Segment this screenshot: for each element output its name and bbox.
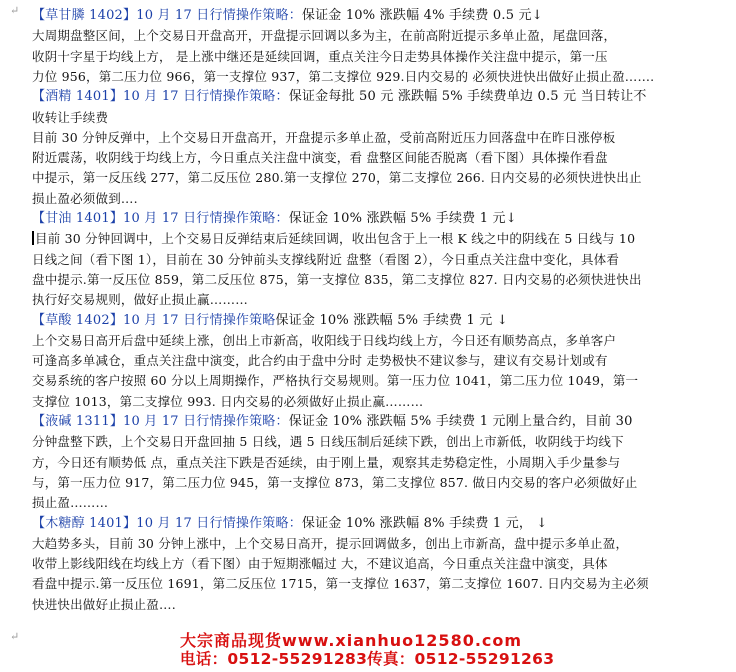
footer-watermark: [180, 631, 600, 669]
contract-name: 【甘油 1401】: [32, 211, 124, 226]
body-line: [32, 147, 608, 168]
contract-name: 【草酸 1402】: [32, 312, 124, 328]
paragraph-mark-icon: ↵: [10, 630, 20, 643]
text-cursor-icon: [32, 231, 34, 245]
body-text: 收转让手续费: [32, 109, 109, 125]
strategy-title: 10 月 17 日行情操作策略：: [136, 515, 302, 531]
contract-name: 【木糖醇 1401】: [32, 515, 137, 531]
body-text: 中提示，第一反压线 277，第二反压位 280.第一支撑位 270，第二支撑位 266. 日内交易的必须快进快出止: [32, 170, 642, 186]
body-line: [32, 188, 138, 209]
body-text: 大趋势多头，目前 30 分钟上涨中，上个交易日高开，提示回调做多，创出上市新高，盘中提示多单止盈，: [32, 535, 629, 551]
body-text: 上个交易日高开后盘中延续上涨，创出上市新高，收阳线于日线均线上方，今日还有顺势高点，多单客户: [32, 332, 617, 348]
body-line: [32, 472, 637, 493]
body-line: [32, 594, 176, 615]
body-text: 收带上影线阳线在均线上方（看下图）由于短期涨幅过 大，不建议追高，今日重点关注盘中演变，具体: [32, 556, 608, 572]
section-heading: [32, 5, 543, 26]
body-text: 盘中提示.第一反压位 859，第二反压位 875，第一支撑位 835，第二支撑位 827. 日内交易的必须快进快出: [32, 271, 642, 287]
body-text: 执行好交易规则，做好止损止赢………: [32, 292, 248, 308]
body-line: [32, 249, 619, 270]
body-text: 支撑位 1013，第二支撑位 993. 日内交易的必须做好止损止赢………: [32, 393, 424, 409]
strategy-title: 10 月 17 日行情操作策略: [123, 312, 276, 328]
footer-line-phone: 电话：0512-55291283传真：0512-55291263: [180, 650, 555, 668]
body-line: [32, 127, 615, 148]
strategy-title: 10 月 17 日行情操作策略：: [123, 89, 289, 105]
body-text: 附近震荡，收阴线于均线上方，今日重点关注盘中演变，看 盘整区间能否脱离（看下图）具体操作看盘: [32, 150, 608, 166]
body-line: [32, 269, 642, 290]
strategy-title: 10 月 17 日行情操作策略：: [123, 414, 289, 429]
body-text: 方，今日还有顺势低 点，重点关注下跌是否延续，由于刚上量，观察其走势稳定性，小周期入手少量参与: [32, 454, 621, 470]
body-text: 损止盈………: [32, 495, 109, 511]
body-line: [32, 107, 108, 128]
contract-terms: 保证金每批 50 元 涨跌幅 5% 手续费单边 0.5 元 当日转让不: [288, 89, 647, 105]
body-text: 目前 30 分钟反弹中，上个交易日开盘高开，开盘提示多单止盈，受前高附近压力回落盘中在昨日涨停板: [32, 129, 616, 145]
section-heading: [32, 411, 633, 432]
body-line: [32, 553, 608, 574]
body-text: 与，第一压力位 917，第二压力位 945，第一支撑位 873，第二支撑位 857. 做日内交易的客户必须做好止: [32, 474, 638, 490]
body-text: 大周期盘整区间，上个交易日开盘高开，开盘提示回调以多为主，在前高附近提示多单止盈，尾盘回落，: [32, 28, 617, 44]
body-line: [32, 370, 638, 391]
body-line: [32, 391, 423, 412]
body-text: 分钟盘整下跌，上个交易日开盘回抽 5 日线，遇 5 日线压制后延续下跌，创出上市新低，收阴线于均线下: [32, 434, 624, 450]
body-text: 可逢高多单减仓，重点关注盘中演变，此合约由于盘中分时 走势极快不建议参与，建议有交易计划或有: [32, 353, 608, 369]
body-text: 损止盈必须做到….: [32, 190, 138, 206]
contract-terms: 保证金 10% 涨跌幅 5% 手续费 1 元刚上量合约，目前 30: [288, 414, 633, 429]
section-heading: [32, 310, 508, 331]
contract-name: 【液碱 1311】: [32, 414, 124, 429]
body-line: [32, 452, 620, 473]
body-line: [32, 431, 624, 452]
body-line: [32, 167, 642, 188]
section-heading: [32, 513, 548, 534]
paragraph-mark-icon: ↵: [10, 4, 20, 17]
body-line: [32, 350, 608, 371]
contract-name: 【草甘膦 1402】: [32, 8, 137, 23]
body-text: 看盘中提示.第一反压位 1691，第二反压位 1715，第一支撑位 1637，第二支撑位 1607. 日内交易为主必须: [32, 576, 649, 592]
body-line: [32, 228, 635, 249]
body-text: 日线之间（看下图 1），目前在 30 分钟前头支撑线附近 盘整（看图 2），今日重点关注盘中变化，具体看: [32, 251, 620, 267]
section-heading: [32, 86, 647, 107]
body-text: 力位 956，第二压力位 966，第一支撑位 937，第二支撑位 929.日内交易的 必须快进快出做好止损止盈…….: [32, 68, 655, 84]
body-line: [32, 533, 628, 554]
contract-terms: 保证金 10% 涨跌幅 8% 手续费 1 元， ↓: [301, 515, 548, 531]
body-line: [32, 25, 616, 46]
body-line: [32, 573, 649, 594]
contract-name: 【酒精 1401】: [32, 89, 124, 105]
body-text: 收阴十字星于均线上方， 是上涨中继还是延续回调，重点关注今日走势具体操作关注盘中提示，第一压: [32, 48, 608, 64]
body-line: [32, 66, 654, 87]
body-line: [32, 46, 608, 67]
body-line: [32, 492, 108, 513]
contract-terms: 保证金 10% 涨跌幅 5% 手续费 1 元 ↓: [275, 312, 508, 328]
body-text: 目前 30 分钟回调中，上个交易日反弹结束后延续回调，收出包含于上一根 K 线之中的阴线在 5 日线与 10: [35, 231, 636, 247]
contract-terms: 保证金 10% 涨跌幅 5% 手续费 1 元↓: [288, 211, 517, 226]
strategy-title: 10 月 17 日行情操作策略：: [136, 8, 302, 23]
footer-line-website: 大宗商品现货www.xianhuo12580.com: [180, 631, 523, 650]
body-text: 快进快出做好止损止盈….: [32, 596, 176, 612]
body-line: [32, 330, 616, 351]
contract-terms: 保证金 10% 涨跌幅 4% 手续费 0.5 元↓: [301, 8, 543, 23]
section-heading: [32, 208, 517, 229]
body-text: 交易系统的客户按照 60 分以上周期操作，严格执行交易规则。第一压力位 1041，第二压力位 1049，第一: [32, 373, 639, 389]
strategy-title: 10 月 17 日行情操作策略：: [123, 211, 289, 226]
body-line: [32, 289, 248, 310]
